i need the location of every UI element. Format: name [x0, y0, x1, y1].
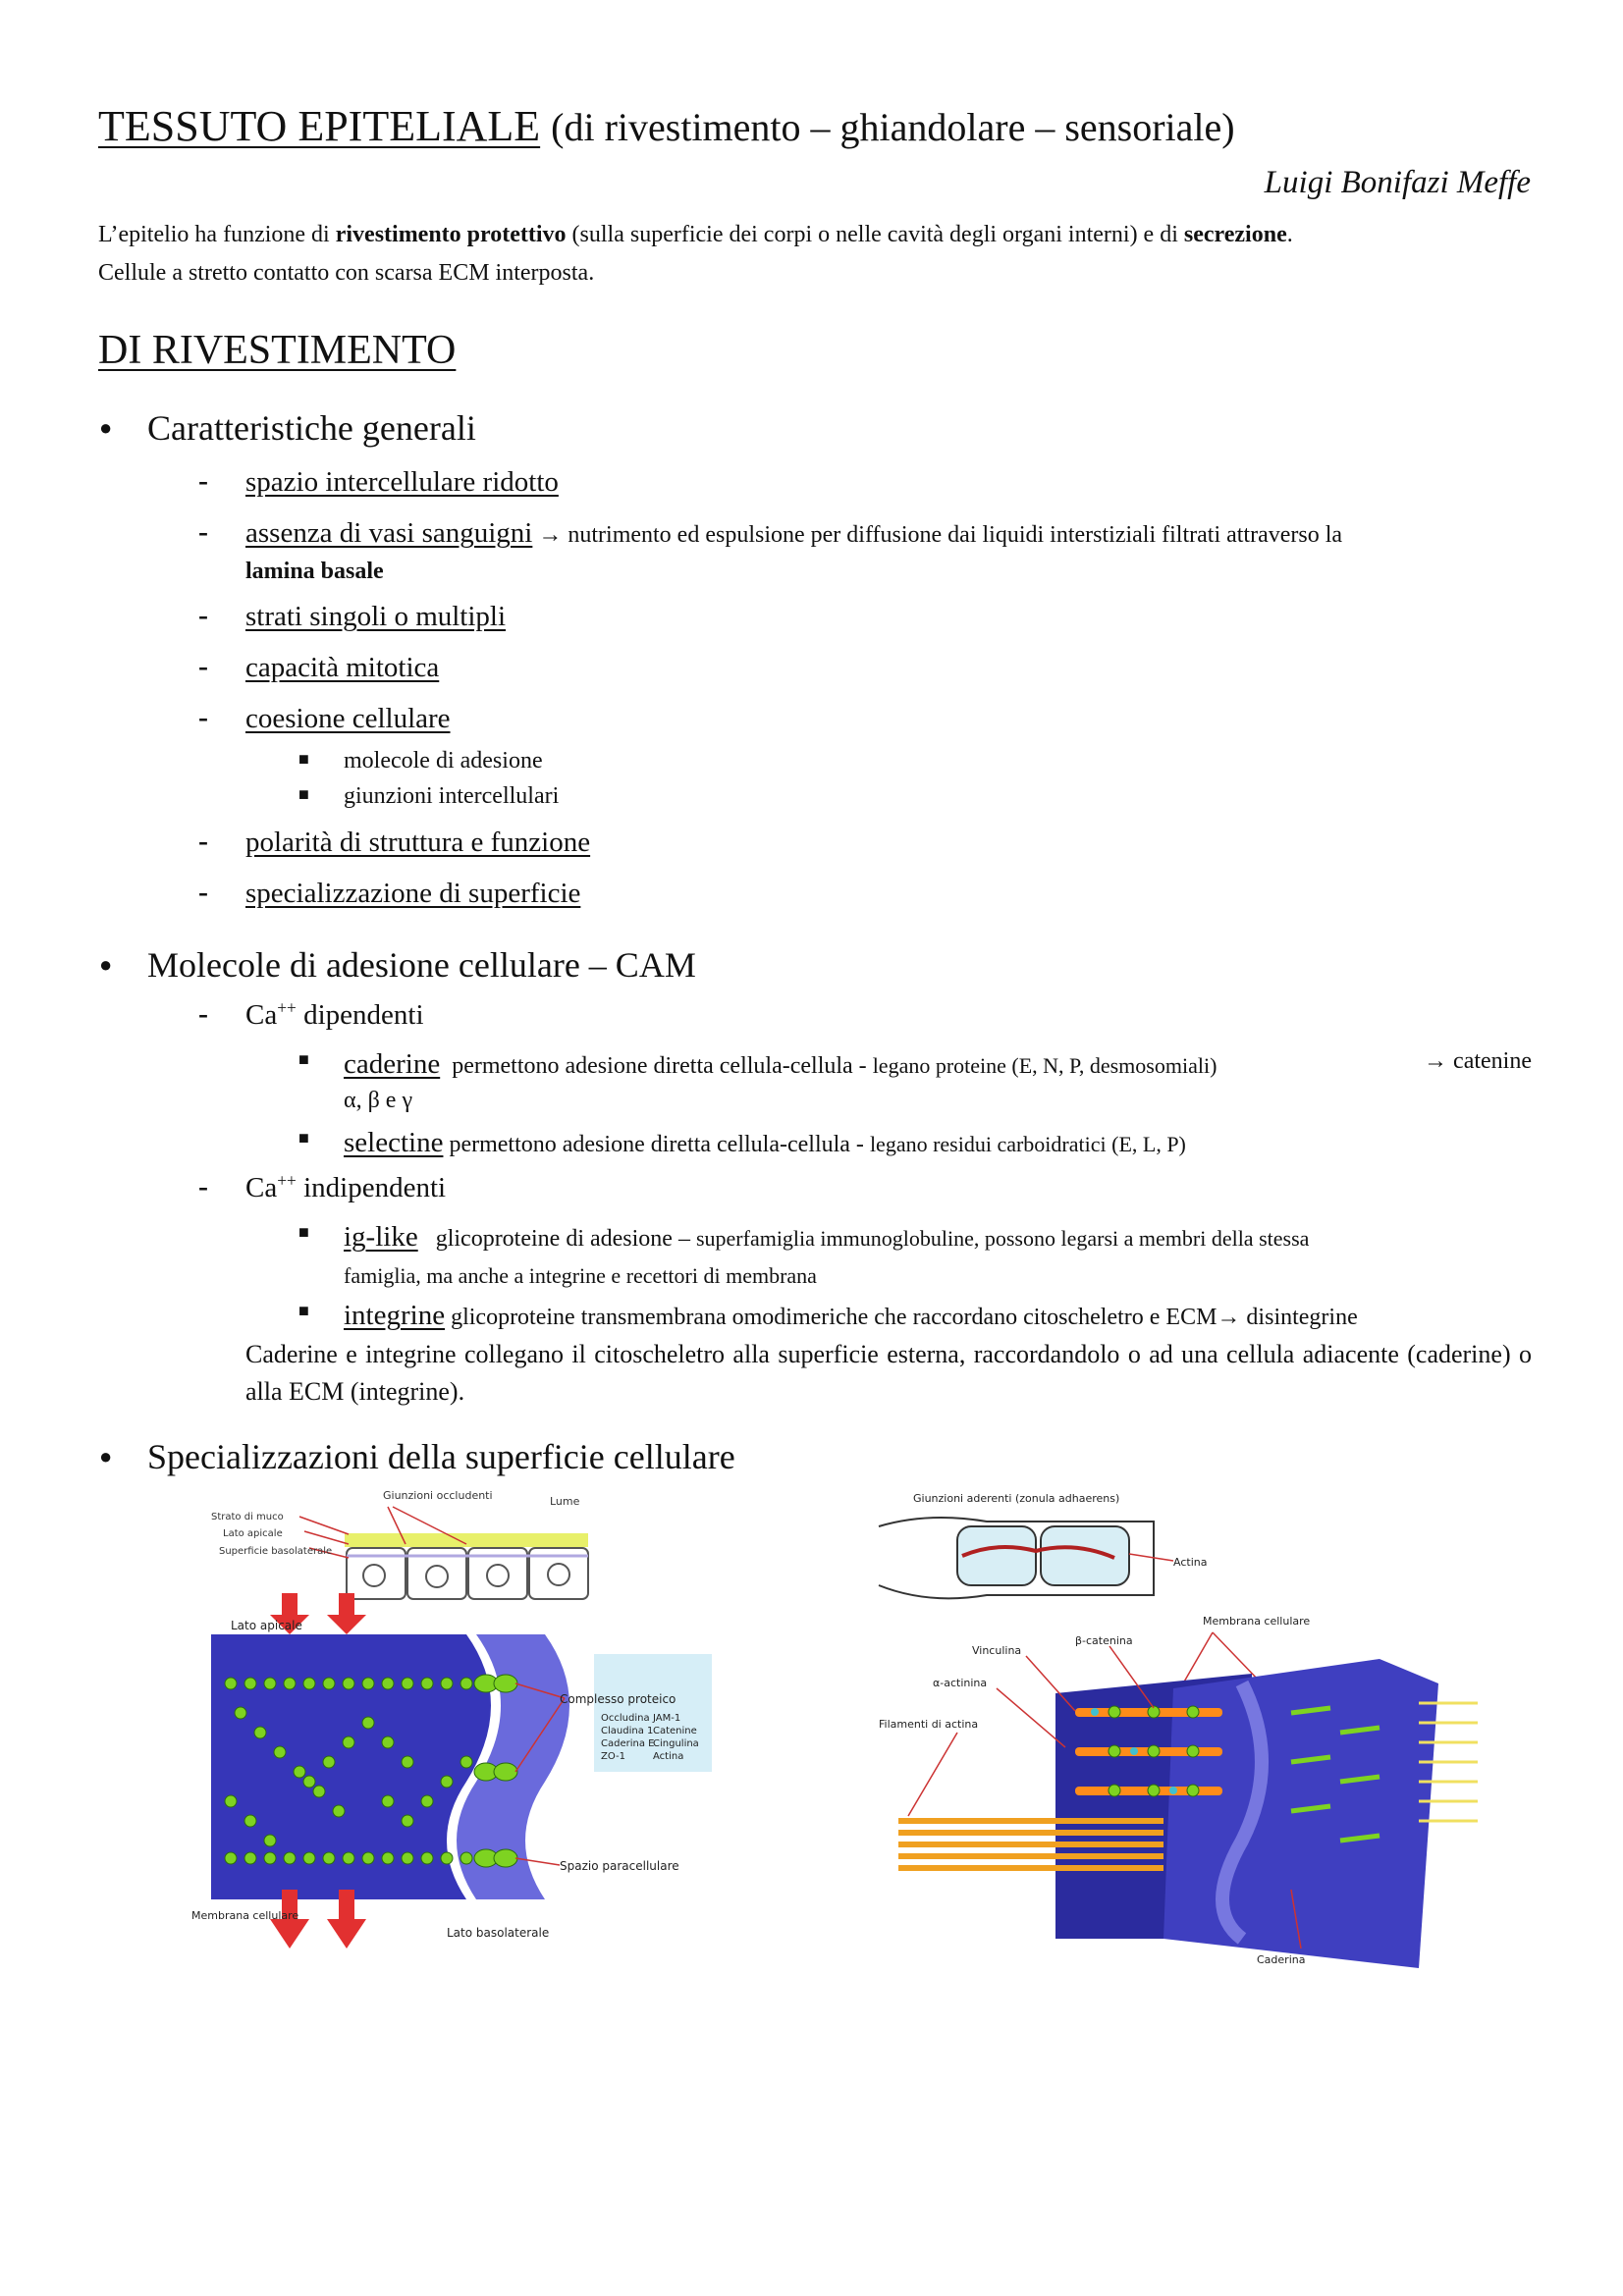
bullet-specializzazioni: ● Specializzazioni della superficie cellulare	[99, 1437, 735, 1476]
svg-text:Spazio paracellulare: Spazio paracellulare	[560, 1859, 679, 1873]
list-item: - Ca++ indipendenti	[198, 1170, 447, 1203]
svg-text:Caderina: Caderina	[1257, 1953, 1306, 1966]
list-item-cont: lamina basale	[245, 559, 384, 584]
bullet-dot: ●	[99, 1444, 113, 1468]
section-heading: DI RIVESTIMENTO	[98, 328, 457, 373]
list-item: - spazio intercellulare ridotto	[198, 464, 559, 498]
label-giunzioni: Giunzioni occludenti	[383, 1489, 493, 1502]
svg-text:Complesso proteico: Complesso proteico	[560, 1692, 676, 1706]
svg-text:α-actinina: α-actinina	[933, 1677, 988, 1689]
svg-text:JAM-1: JAM-1	[653, 1713, 681, 1724]
svg-text:Claudina 1: Claudina 1	[601, 1726, 654, 1736]
svg-text:ZO-1: ZO-1	[601, 1751, 625, 1762]
sub-item-caderine: ■ caderine permettono adesione diretta cellula-cellula - legano proteine (E, N, P, desmosomiali) → catenine	[298, 1048, 1532, 1080]
svg-text:Caderina E: Caderina E	[601, 1738, 655, 1749]
svg-text:Lato basolaterale: Lato basolaterale	[447, 1926, 550, 1940]
list-item: - specializzazione di superficie	[198, 876, 581, 909]
svg-text:Actina: Actina	[1173, 1556, 1208, 1569]
svg-text:Membrana cellulare: Membrana cellulare	[191, 1909, 299, 1922]
svg-text:Vinculina: Vinculina	[972, 1644, 1022, 1657]
bullet-caratteristiche: ● Caratteristiche generali	[99, 408, 476, 448]
intro-paragraph: L’epitelio ha funzione di rivestimento protettivo (sulla superficie dei corpi o nelle cavità degli organi interni) e di secrezione. Cellule a stretto contatto con scarsa ECM interposta.	[98, 222, 1293, 286]
list-item: - coesione cellulare	[198, 701, 451, 734]
sub-item-cont: famiglia, ma anche a integrine e recettori di membrana	[344, 1263, 817, 1288]
list-item: - assenza di vasi sanguigni → nutrimento ed espulsione per diffusione dai liquidi interstiziali filtrati attraverso la	[198, 515, 1343, 549]
svg-text:Filamenti di actina: Filamenti di actina	[879, 1718, 979, 1731]
svg-text:Occludina: Occludina	[601, 1713, 650, 1724]
figure-adherens-junction	[869, 1487, 1517, 1968]
svg-text:Membrana cellulare: Membrana cellulare	[1203, 1615, 1311, 1628]
sub-item: ■ molecole di adesione	[298, 748, 543, 774]
svg-text:Actina: Actina	[653, 1751, 684, 1762]
svg-text:Superficie basolaterale: Superficie basolaterale	[219, 1546, 333, 1557]
note-paragraph: Caderine e integrine collegano il citoscheletro alla superficie esterna, raccordandolo o ad una cellula adiacente (caderine) o alla ECM (integrine).	[245, 1340, 1532, 1406]
svg-text:Lato apicale: Lato apicale	[223, 1528, 283, 1539]
bullet-cam: ● Molecole di adesione cellulare – CAM	[99, 945, 696, 985]
sub-item: ■ giunzioni intercellulari	[298, 783, 560, 809]
list-item: - strati singoli o multipli	[198, 599, 507, 632]
bullet-dot: ●	[99, 952, 113, 977]
mucus-layer	[345, 1533, 588, 1547]
svg-text:Giunzioni aderenti (zonula adh: Giunzioni aderenti (zonula adhaerens)	[913, 1492, 1120, 1505]
author: Luigi Bonifazi Meffe	[1264, 165, 1531, 200]
sub-item-cont: α, β e γ	[344, 1088, 413, 1113]
bullet-dot: ●	[99, 415, 113, 440]
sub-item-integrine: ■ integrine glicoproteine transmembrana omodimeriche che raccordano citoscheletro e ECM→ disintegrine	[298, 1300, 1358, 1331]
list-item: - capacità mitotica	[198, 650, 440, 683]
svg-text:Cingulina: Cingulina	[653, 1738, 699, 1749]
page-title: TESSUTO EPITELIALE (di rivestimento – ghiandolare – sensoriale)	[98, 102, 1235, 150]
svg-text:Lato apicale: Lato apicale	[231, 1619, 302, 1632]
svg-text:β-catenina: β-catenina	[1075, 1634, 1133, 1647]
sub-item-selectine: ■ selectine permettono adesione diretta cellula-cellula - legano residui carboidratici (E, L, P)	[298, 1127, 1186, 1158]
svg-text:Catenine: Catenine	[653, 1726, 697, 1736]
svg-text:Lume: Lume	[550, 1495, 580, 1508]
sub-item-iglike: ■ ig-like glicoproteine di adesione – superfamiglia immunoglobuline, possono legarsi a membri della stessa	[298, 1221, 1310, 1253]
list-item: - polarità di struttura e funzione	[198, 825, 591, 858]
list-item: - Ca++ dipendenti	[198, 997, 424, 1031]
svg-text:Strato di muco: Strato di muco	[211, 1512, 284, 1522]
figure-tight-junction	[191, 1487, 741, 1958]
